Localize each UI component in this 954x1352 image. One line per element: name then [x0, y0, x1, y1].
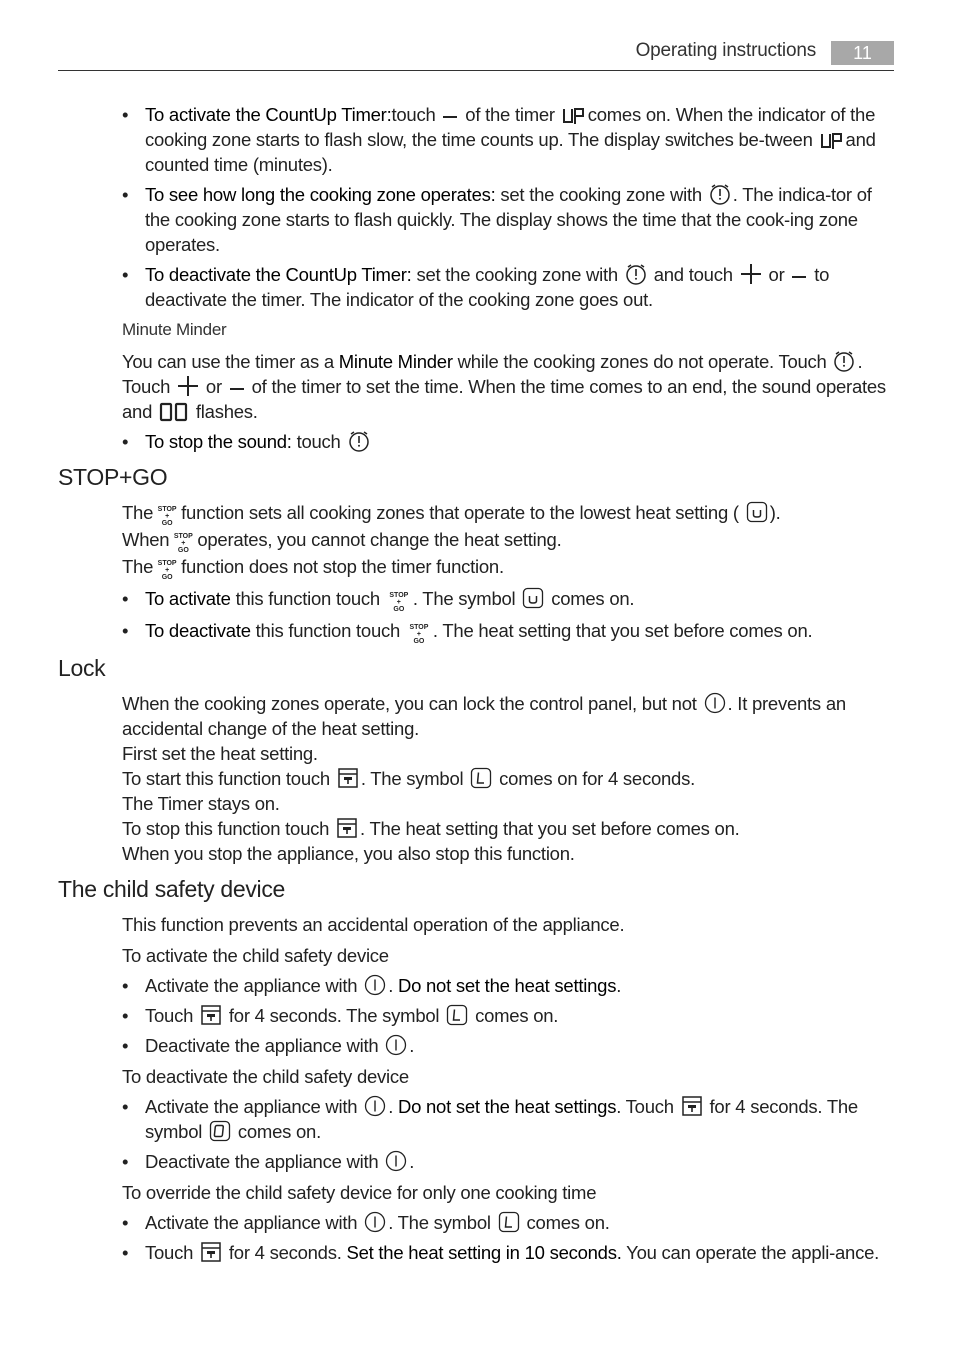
stop-go-icon: STOP + GO [173, 533, 193, 554]
list-item: • Activate the appliance with . Do not set the heat settings. Touch for 4 seconds. The symbol comes on. [122, 1094, 898, 1144]
stop-go-icon: STOP + GO [409, 624, 429, 645]
child-safety-intro: This function prevents an accidental operation of the appliance. [122, 914, 625, 935]
list-item: • Deactivate the appliance with . [122, 1033, 898, 1058]
stopgo-bullets [122, 586, 898, 645]
list-item: • Activate the appliance with . Do not set the heat settings. [122, 973, 898, 998]
plus-icon [740, 263, 762, 285]
timer-bullets [122, 102, 898, 312]
list-item: • Touch for 4 seconds. Set the heat setting in 10 seconds. You can operate the appli-ance. [122, 1240, 898, 1265]
lock-key-icon [681, 1095, 703, 1117]
minute-minder-paragraph: You can use the timer as a Minute Minder while the cooking zones do not operate. Touch . Touch or of the timer to set the time. When the time comes to an end, the sound operates and flashes. [122, 351, 886, 422]
list-item: • To deactivate the CountUp Timer: set the cooking zone with and touch or to deactivate the timer. The indicator of the cooking zone goes out. [122, 262, 898, 312]
list-item: • Touch for 4 seconds. The symbol comes on. [122, 1003, 898, 1028]
timer-icon [833, 350, 855, 372]
list-item: • To stop the sound: touch [122, 429, 898, 454]
minus-icon [229, 381, 245, 397]
lowest-heat-symbol-icon [746, 501, 768, 523]
deactivate-child-safety-heading: To deactivate the child safety device [122, 1066, 409, 1087]
deactivate-child-safety-bullets [122, 1094, 898, 1174]
list-item: • To activate the CountUp Timer:touch of the timer comes on. When the indicator of the cooking zone starts to flash slow, the time counts up. The display switches be-tween and counted time (minutes). [122, 102, 898, 177]
minute-minder-heading: Minute Minder [122, 320, 227, 339]
list-item: • To activate this function touch STOP + GO. The symbol comes on. [122, 586, 898, 613]
minute-minder-bullets [122, 429, 898, 454]
stopgo-paragraph: The STOP + GOfunction sets all cooking zones that operate to the lowest heat setting ( ). When STOP + GOoperates, you cannot change the heat setting. The STOP + GOfunction does not stop the timer function. [122, 502, 781, 581]
on-off-icon [385, 1034, 407, 1056]
list-item: • To deactivate this function touch STOP + GO. The heat setting that you set before comes on. [122, 618, 898, 645]
activate-child-safety-heading: To activate the child safety device [122, 945, 389, 966]
child-safety-heading: The child safety device [58, 876, 286, 902]
list-item: • To see how long the cooking zone operates: set the cooking zone with . The indica-tor of the cooking zone starts to flash quickly. The display shows the time that the cook-ing zone operates. [122, 182, 898, 257]
on-off-icon [364, 974, 386, 996]
lock-symbol-icon [470, 767, 492, 789]
lock-paragraph: When the cooking zones operate, you can lock the control panel, but not . It prevents an accidental change of the heat setting. First set the heat setting. To start this function touch . The symbol comes on for 4 seconds. The Timer stays on. To stop this function touch . The heat setting that you set before comes on. When you stop the appliance, you also stop this function. [122, 693, 846, 864]
override-child-safety-bullets [122, 1210, 898, 1265]
activate-child-safety-bullets [122, 973, 898, 1058]
minus-icon [442, 109, 458, 125]
on-off-icon [704, 692, 726, 714]
lowest-heat-symbol-icon [522, 587, 544, 609]
zero-symbol-icon [209, 1120, 231, 1142]
stopgo-heading: STOP+GO [58, 464, 168, 490]
page-content [58, 102, 898, 1270]
up-symbol-icon [820, 132, 844, 150]
lock-symbol-icon [498, 1211, 520, 1233]
on-off-icon [364, 1095, 386, 1117]
zero-zero-display-icon [159, 402, 189, 422]
lock-heading: Lock [58, 655, 106, 681]
stop-go-icon: STOP + GO [157, 560, 177, 581]
lock-symbol-icon [446, 1004, 468, 1026]
list-item: • Activate the appliance with . The symbol comes on. [122, 1210, 898, 1235]
lock-key-icon [336, 817, 358, 839]
header-title: Operating instructions [635, 40, 816, 61]
up-symbol-icon [562, 107, 586, 125]
on-off-icon [385, 1150, 407, 1172]
on-off-icon [364, 1211, 386, 1233]
lock-key-icon [200, 1004, 222, 1026]
override-child-safety-heading: To override the child safety device for only one cooking time [122, 1182, 597, 1203]
plus-icon [177, 375, 199, 397]
stop-go-icon: STOP + GO [157, 506, 177, 527]
timer-icon [709, 183, 731, 205]
page-header [58, 38, 894, 71]
page-number: 11 [831, 41, 894, 65]
list-item: • Deactivate the appliance with . [122, 1149, 898, 1174]
timer-icon [625, 263, 647, 285]
timer-icon [348, 430, 370, 452]
lock-key-icon [337, 767, 359, 789]
stop-go-icon: STOP + GO [389, 592, 409, 613]
minus-icon [791, 269, 807, 285]
lock-key-icon [200, 1241, 222, 1263]
